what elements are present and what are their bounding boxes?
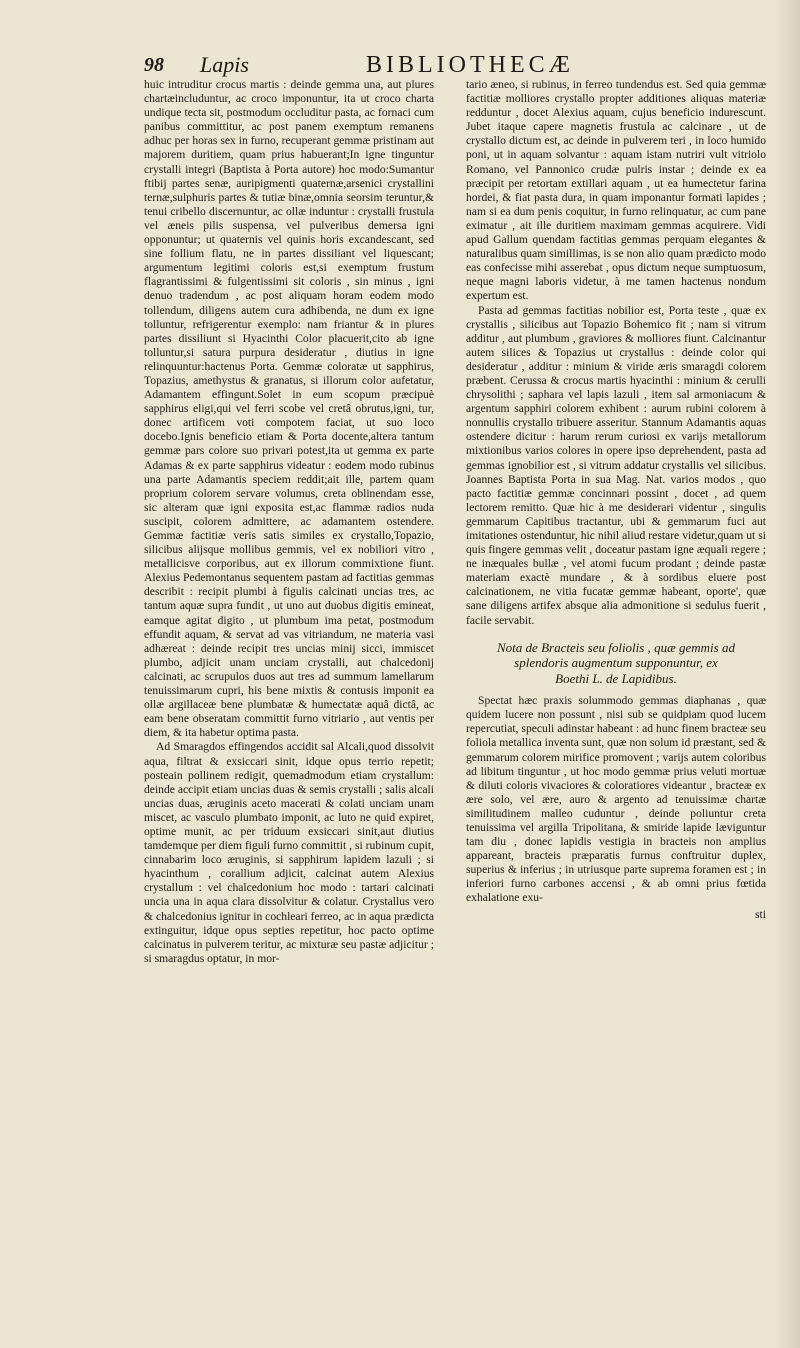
page-number: 98 — [144, 54, 164, 76]
running-head-word: Lapis — [200, 52, 249, 77]
section-heading-line: Boethi L. de Lapidibus. — [555, 670, 677, 686]
running-head-title: BIBLIOTHECÆ — [366, 52, 574, 78]
paragraph: tario æneo, si rubinus, in ferreo tundendus est. Sed quia gemmæ factitiæ molliores crystallo propter additiones aliquas materiæ redduntur , docet Alexius aquam, cujus beneficio indurescunt. Jubet itaque capere magnetis frustula ac calcinare , ut de crystallo dictum est, ac deinde in pulverem teri , in loco humido poni, ut in aquam solvantur : aquam istam nutriri vult vitriolo Romano, vel Pannonico crudæ pulris instar ; deinde ex ea præcipit per retortam extillari aquam , ut ea humectetur farina hordei, & fiat pasta dura, in quam imponantur formati lapides ; nam si ea dum penis coquitur, in furno relinquatur, ac cum pane eximatur , ait ille duritiem maximam gemmas acquirere. Vidi apud Gallum quendam factitias gemmas perquam elegantes & naturalibus quam simillimas, is se non alio quam prædicto modo eas confecisse mihi asserebat , opus dictum neque sumptuosum, neque magni laboris videtur, à me tamen hactenus nondum expertum est. — [466, 78, 766, 303]
section-heading — [466, 640, 766, 687]
section-heading-line: Nota de Bracteis seu foliolis , quæ gemmis ad — [497, 639, 735, 655]
catchword: sti — [755, 907, 766, 921]
section-body: Spectat hæc praxis solummodo gemmas diaphanas , quæ quidem lucere non possunt , nisi sub se quidpiam quod lucem repercutiat, speculi adinstar habeant : ad hunc finem bracteæ seu foliola metallica inventa sunt, quæ non solum id præstant, sed & gemmarum colorem mirifice promovent ; varijs autem coloribus ad libitum tinguntur , ut hoc modo gemmæ prius veluti mortuæ & diluti coloris vivaciores & coloratiores videantur , bracteæ ex ære solo, vel ære, auro & argento ad tenuissimæ chartæ similitudinem malleo cuduntur , deinde poliuntur creta tenuissima vel argilla Tripolitana, & smiride lapide læviguntur tam diu , donec lapidis vestigia in bracteis non amplius appareant, bracteis præparatis furnus conftruitur duplex, superius & inferius ; in utriusque parte suprema foramen est ; in inferiori furno carbones accensi , & ab omni prius fœtida exhalatione exu- — [466, 694, 766, 905]
right-column — [466, 78, 766, 922]
page-gutter-shadow — [774, 0, 800, 1348]
paragraph: Pasta ad gemmas factitias nobilior est, Porta teste , quæ ex crystallis , silicibus aut Topazio Bohemico fit ; nam si vitrum additur , aut plumbum , graviores & molliores fiunt. Calcinantur autem silices & Topazius ut crystallus : deinde color qui desideratur , additur : minium & viride æris smaragdi colorem præbent. Cerussa & crocus martis hyacinthi : minium & cerulli chrysolithi ; saphara vel lapis lazuli , item sal armoniacum & argentum sapphiri colorem exhibent : aurum rubini colorem à nonnullis crystallo tribuere asseritur. Stannum Adamantis aquas ostendere dicitur : harum rerum curiosi ex varijs metallorum mixtionibus varios colores in opere ipso deprehendent, pasta ad gemmas ignobilior est , si vitrum addatur crystallis vel silicibus. Joannes Baptista Porta in sua Mag. Nat. varios modos , quo pacto factitiæ gemmæ concinnari possint , docet , ad quem lectorem remitto. Quæ hic à me desiderari videntur , singulis gemmarum Capitibus tractantur, ubi & gemmarum fuci aut imitationes ostenduntur, hic nihil aliud restare videtur,quam ut si quis fingere gemmas velit , doceatur pastam igne æquali regere ; ne inæquales bullæ , vel atomi fucum prodant ; deinde pastæ materiam exactè mundare , & à sordibus eluere post calcinationem, ne vitia fucatæ gemmæ habeant, oporte', quæ sane diligens artifex absque alia admonitione si sedulus fuerit , facile servabit. — [466, 303, 766, 627]
section-heading-line: splendoris augmentum supponuntur, ex — [514, 655, 718, 671]
paragraph: Ad Smaragdos effingendos accidit sal Alcali,quod dissolvit aqua, filtrat & exsiccari sinit, idque opus terrio repetit; posteain pollinem redigit, quemadmodum etiam crystallum: deinde accipit etiam uncias duas & semis crystalli ; salis alcali uncias duas, æruginis aceto macerati & colati unciam unam miscet, ac vasculo plumbato imponit, ac luto ne quid expiret, optime munit, ac per triduum exsiccari sinit,aut diutius tamdemque per diem figuli furno committit , si rubinum cupit, cinnabarim loco æruginis, si sapphirum lapidem lazuli ; si hyacinthum , corallium adjicit, calcinat autem Alexius crystallum : vel chalcedonium hoc modo : tartari calcinati uncia una in aqua clara dissolvitur & colatur. Crystallus vero & chalcedonius ignitur in cochleari ferreo, ac in aqua prædicta extinguitur, idque opus septies repetitur, hoc pacto optime calcinatus in pulverem teritur, ac mixturæ seu pastæ adjicitur ; si smaragdus optatur, in mor- — [144, 740, 434, 965]
left-column — [144, 78, 434, 966]
paragraph: huic intruditur crocus martis : deinde gemma una, aut plures chartæincluduntur, ac croco imponuntur, ita ut croco charta undique tecta sit, postmodum occluditur pasta, ac fornaci cum panibus committitur, ac post panem exemptum remanens adhuc per horas sex in furno, recuperant gemmæ pristinam aut majorem duritiem, quam prius habuerant;In igne tinguntur crystalli integri (Baptista à Porta autore) hoc modo:Sumantur ftibij partes senæ, auripigmenti quaternæ,arsenici crystallini ternæ,sulphuris partes & tutiæ binæ,omnia seorsim teruntur,& tenui cribello discernuntur, ac ollæ induntur : crystalli frustula vel æneis pilis suspensa, vel pulveribus demersa igni opponuntur; ut quaternis vel quinis horis excandescant, sed sine follium flatu, ne in partes dissiliant vel liquescant; argumentum legitimi coloris est,si exemptum frustum flagrantissimi & fulgentissimi sit coloris , sin minus , igni denuo tradendum , ac post aliquam horam eodem modo tollendum, diligens autem cura adhibenda, ne dum ex igne tolluntur, refrigerentur exemplo: nam friantur & in plures partes dissiliunt si Hyacinthi Color placuerit,cito ab igne tolluntur,si satura purpura desideratur , diutius in igne relinquuntur:hactenus Porta. Gemmæ coloratæ ut sapphirus, Topazius, amethystus & granatus, si illorum color aufetatur, Adamantem effingunt.Solet in eum scopum præcipuè sapphirus eligi,qui vel ferri scobe vel cretâ obrutus,igni, tur, donec artificem voti compotem faciat, ut suo loco docebo.Ignis beneficio etiam & Porta docente,altera tantum gemmæ pars colore suo privari potest,ita ut gemma ex parte Adamas & ex parte sapphirus videatur : eodem modo rubinus una parte Adamantis speciem reddit;ait ille, partem quam proprium colorem servare volumus, creta oblinendam esse, sic alteram quæ igni exposita est,ac flammæ radios nuda suscipit, colorem admittere, ac adamantem ostendere. Gemmæ factitiæ veris satis similes ex crystallo,Topazio, silicibus alijsque mollibus gemmis, vel ex nobiliori vitro , metallicisve corporibus, aut ex illorum commixtione fiunt. Alexius Pedemontanus sequentem pastam ad factitias gemmas describit : recipit plumbi à figulis calcinati uncias tres, ac tantum aquæ supra fundit , ut uno aut duobus digitis emineat, eamque agitat digito , ut plumbum ima petat, postmodum effundit aquam, & servat ad vas vitriandum, ne materia vasi adhæreat : deinde recipit tres uncias minij sicci, immiscet plumbo, adjicit unam unciam crystalli, aut chalcedonij calcinati, ac scrupulos duos aut tres ad summum lamellarum tenuissimarum cupri, his bene mixtis & contusis imponit ea ollæ argillaceæ bene plumbatæ & humectatæ aquâ dictâ, ac eam bene obseratam committit furno vitriario , aut ventis per diem, & ita habetur optima pasta. — [144, 78, 434, 740]
